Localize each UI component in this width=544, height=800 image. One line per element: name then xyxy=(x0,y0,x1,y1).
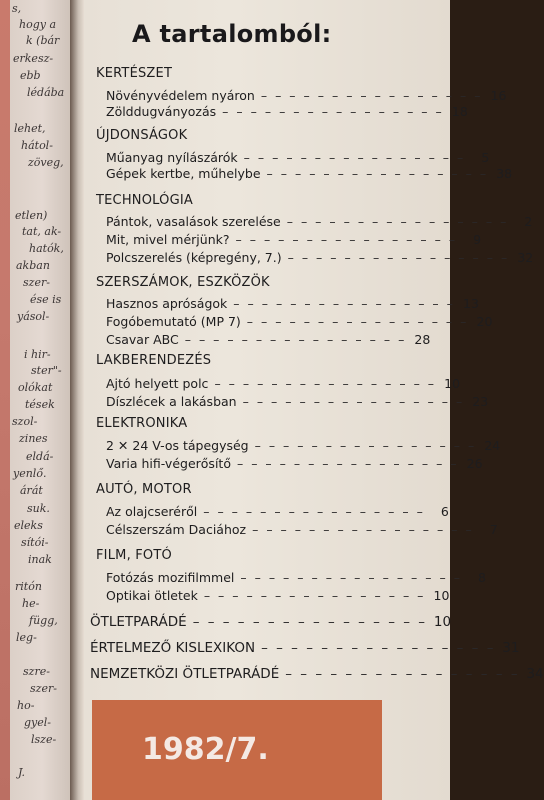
toc-section-heading: LAKBERENDEZÉS xyxy=(96,353,212,368)
left-page-line: szer- xyxy=(23,276,50,289)
toc-section-heading: ELEKTRONIKA xyxy=(96,416,188,431)
toc-page-number: 18 xyxy=(451,104,468,119)
toc-page-number: 6 xyxy=(440,504,449,519)
toc-feature-entry xyxy=(90,640,520,656)
left-page-line: etlen) xyxy=(15,209,48,222)
toc-leader-dashes: – – – – – – – – – – – – – – – – xyxy=(242,394,465,409)
toc-entry-title: Gépek kertbe, műhelybe xyxy=(106,166,261,181)
left-page-line: erkesz- xyxy=(13,52,54,65)
toc-leader-dashes: – – – – – – – – – – – – – – – – xyxy=(203,504,425,519)
toc-leader-dashes: – – – – – – – – – – – – – – – – xyxy=(260,88,483,103)
toc-entry xyxy=(106,570,486,586)
toc-page-number: 10 xyxy=(444,376,461,391)
left-page-line: hátol- xyxy=(21,139,53,152)
toc-entry-title: Polcszerelés (képregény, 7.) xyxy=(106,250,282,265)
toc-leader-dashes: – – – – – – – – – – – – – – – – xyxy=(261,640,496,656)
toc-feature-entry xyxy=(90,666,544,682)
left-page-line: k (bár xyxy=(26,34,60,47)
left-page-line: lédába xyxy=(27,86,65,99)
toc-leader-dashes: – – – – – – – – – – – – – – – – xyxy=(214,376,437,391)
toc-entry xyxy=(106,232,482,248)
toc-page-number: 31 xyxy=(502,640,520,656)
toc-leader-dashes: – – – – – – – – – – – – – – – – xyxy=(222,104,444,119)
toc-leader-dashes: – – – – – – – – – – – – – – – – xyxy=(243,150,466,165)
left-page-line: tések xyxy=(25,398,55,411)
toc-page-number: 13 xyxy=(463,296,479,311)
toc-page-number: 2 xyxy=(524,214,533,229)
toc-page-number: 24 xyxy=(484,438,501,453)
toc-entry-title: Célszerszám Daciához xyxy=(106,522,247,537)
toc-leader-dashes: – – – – – – – – – – – – – – – – xyxy=(285,666,520,682)
toc-feature-entry xyxy=(90,614,452,630)
toc-entry xyxy=(106,504,449,520)
toc-page-number: 10 xyxy=(433,588,450,603)
toc-page-number: 5 xyxy=(481,150,490,165)
left-page-line: ster"- xyxy=(31,364,62,377)
toc-page-number: 26 xyxy=(466,456,483,471)
toc-entry-title: Műanyag nyílászárók xyxy=(106,150,238,165)
toc-page-number: 20 xyxy=(476,314,493,329)
toc-entry-title: Zölddugványozás xyxy=(106,104,217,119)
toc-entry-title: Díszlécek a lakásban xyxy=(106,394,237,409)
toc-section-heading: SZERSZÁMOK, ESZKÖZÖK xyxy=(96,275,270,290)
toc-section-heading: KERTÉSZET xyxy=(96,66,173,81)
toc-page-number: 23 xyxy=(472,394,489,409)
left-page-line: leg- xyxy=(16,631,37,644)
issue-number: 1982/7. xyxy=(142,732,269,767)
toc-entry xyxy=(106,250,534,266)
toc-page-number: 38 xyxy=(496,166,513,181)
left-page-line: he- xyxy=(22,597,40,610)
toc-leader-dashes: – – – – – – – – – – – – – – – – xyxy=(286,214,509,229)
toc-entry xyxy=(106,166,513,182)
toc-entry xyxy=(106,456,483,472)
toc-leader-dashes: – – – – – – – – – – – – – – – – xyxy=(254,438,477,453)
toc-leader-dashes: – – – – – – – – – – – – – – – – xyxy=(236,456,459,471)
toc-leader-dashes: – – – – – – – – – – – – – – – – xyxy=(203,588,426,603)
toc-entry xyxy=(106,88,507,104)
toc-entry xyxy=(106,214,533,230)
toc-leader-dashes: – – – – – – – – – – – – – – – – xyxy=(235,232,458,247)
left-page-line: lsze- xyxy=(31,733,57,746)
toc-entry xyxy=(106,376,461,392)
page-title: A tartalomból: xyxy=(132,20,332,48)
toc-page-number: 7 xyxy=(489,522,498,537)
toc-leader-dashes: – – – – – – – – – – – – – – – – xyxy=(266,166,489,181)
toc-page-number: 9 xyxy=(473,232,482,247)
left-page-line: szer- xyxy=(30,682,57,695)
toc-page-number: 28 xyxy=(414,332,431,347)
left-page-line: árát xyxy=(20,484,43,497)
toc-entry-title: NEMZETKÖZI ÖTLETPARÁDÉ xyxy=(90,666,280,682)
left-page-line: s, xyxy=(12,2,22,15)
left-page-line: hogy a xyxy=(19,18,57,31)
toc-entry-title: Hasznos apróságok xyxy=(106,296,228,311)
left-page-line: gyel- xyxy=(24,716,52,729)
contents-page xyxy=(84,0,544,800)
left-page-line: ebb xyxy=(20,69,41,82)
left-page-line: olókat xyxy=(18,381,53,394)
left-page-line: zines xyxy=(19,432,48,445)
left-page-line: hatók, xyxy=(29,242,64,255)
toc-entry-title: Mit, mivel mérjünk? xyxy=(106,232,230,247)
left-page-line: eldá- xyxy=(26,450,54,463)
toc-entry-title: Fogóbemutató (MP 7) xyxy=(106,314,241,329)
toc-entry xyxy=(106,104,468,120)
left-page-line: lehet, xyxy=(14,122,46,135)
left-page-line: eleks xyxy=(14,519,43,532)
left-page-line: szol- xyxy=(12,415,38,428)
toc-entry-title: ÖTLETPARÁDÉ xyxy=(90,614,187,630)
toc-entry-title: Varia hifi-végerősítő xyxy=(106,456,231,471)
toc-section-heading: ÚJDONSÁGOK xyxy=(96,128,188,143)
toc-page-number: 16 xyxy=(490,88,507,103)
left-page-line: tat, ak- xyxy=(22,225,62,238)
toc-entry xyxy=(106,332,431,348)
toc-entry-title: Pántok, vasalások szerelése xyxy=(106,214,281,229)
toc-leader-dashes: – – – – – – – – – – – – – – – – xyxy=(287,250,510,265)
left-page-line: szre- xyxy=(23,665,50,678)
toc-page-number: 32 xyxy=(517,250,534,265)
toc-leader-dashes: – – – – – – – – – – – – – – – – xyxy=(184,332,407,347)
toc-entry xyxy=(106,394,489,410)
left-page-line: yásol- xyxy=(17,310,50,323)
toc-entry-title: Fotózás mozifilmmel xyxy=(106,570,235,585)
toc-entry-title: Optikai ötletek xyxy=(106,588,198,603)
toc-page-number: 8 xyxy=(478,570,486,585)
toc-entry-title: Az olajcseréről xyxy=(106,504,198,519)
left-page-line: i hir- xyxy=(24,348,51,361)
toc-entry-title: 2 ✕ 24 V-os tápegység xyxy=(106,438,249,453)
toc-entry xyxy=(106,522,498,538)
toc-entry xyxy=(106,314,493,330)
left-page-color-band xyxy=(0,0,10,800)
toc-section-heading: TECHNOLÓGIA xyxy=(96,193,193,208)
left-page-line: zöveg, xyxy=(28,156,64,169)
toc-leader-dashes: – – – – – – – – – – – – – – – – xyxy=(233,296,455,311)
toc-leader-dashes: – – – – – – – – – – – – – – – – xyxy=(192,614,428,630)
left-page-line: ése is xyxy=(30,293,62,306)
toc-entry-title: ÉRTELMEZŐ KISLEXIKON xyxy=(90,640,256,656)
toc-entry-title: Csavar ABC xyxy=(106,332,179,347)
toc-entry xyxy=(106,150,490,166)
left-page xyxy=(0,0,70,800)
toc-section-heading: FILM, FOTÓ xyxy=(96,548,172,563)
toc-page-number: 10 xyxy=(433,614,452,630)
left-page-line: függ, xyxy=(29,614,58,627)
book-spine xyxy=(70,0,84,800)
left-page-line: sítói- xyxy=(21,536,49,549)
left-page-line: suk. xyxy=(27,502,50,515)
left-page-line: inak xyxy=(28,553,52,566)
toc-leader-dashes: – – – – – – – – – – – – – – – – xyxy=(252,522,474,537)
toc-entry-title: Ajtó helyett polc xyxy=(106,376,209,391)
left-page-line: ritón xyxy=(15,580,42,593)
left-page-line: yenlő. xyxy=(13,467,47,480)
left-page-line: akban xyxy=(16,259,50,272)
toc-entry xyxy=(106,296,479,312)
left-page-line: J. xyxy=(18,766,26,779)
toc-entry xyxy=(106,588,450,604)
toc-leader-dashes: – – – – – – – – – – – – – – – – xyxy=(240,570,462,585)
left-page-line: ho- xyxy=(17,699,35,712)
toc-entry xyxy=(106,438,501,454)
toc-page-number: 34 xyxy=(526,666,544,682)
toc-section-heading: AUTÓ, MOTOR xyxy=(96,482,192,497)
toc-leader-dashes: – – – – – – – – – – – – – – – – xyxy=(246,314,469,329)
toc-entry-title: Növényvédelem nyáron xyxy=(106,88,255,103)
